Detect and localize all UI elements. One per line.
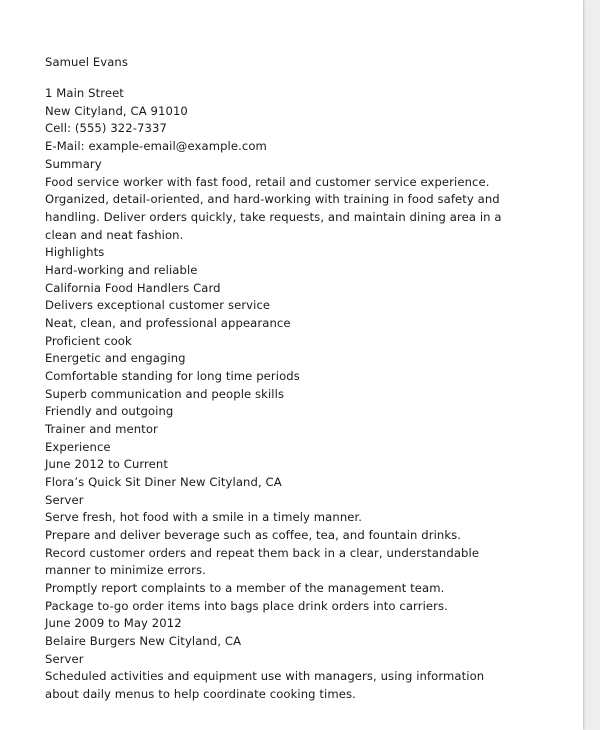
highlight-item: California Food Handlers Card [45,281,221,295]
address-line-1: 1 Main Street [45,86,124,100]
job-duty: manner to minimize errors. [45,563,206,577]
job-duty: about daily menus to help coordinate cooking times. [45,687,356,701]
job-duty: Record customer orders and repeat them back in a clear, understandable [45,546,480,560]
highlight-item: Delivers exceptional customer service [45,298,271,312]
highlight-item: Trainer and mentor [45,422,158,436]
job-employer: Belaire Burgers New Cityland, CA [45,634,242,648]
email: E-Mail: example-email@example.com [45,139,267,153]
job-employer: Flora’s Quick Sit Diner New Cityland, CA [45,475,282,489]
job-title: Server [45,493,84,507]
job-dates: June 2012 to Current [45,457,168,471]
summary-heading: Summary [45,157,102,171]
highlight-item: Comfortable standing for long time periods [45,369,300,383]
highlight-item: Proficient cook [45,334,132,348]
job-dates: June 2009 to May 2012 [45,616,182,630]
applicant-name: Samuel Evans [45,55,129,69]
experience-heading: Experience [45,440,111,454]
summary-line: Organized, detail-oriented, and hard-working with training in food safety and [45,192,500,206]
address-line-2: New Cityland, CA 91010 [45,104,188,118]
summary-line: Food service worker with fast food, retail and customer service experience. [45,175,490,189]
job-duty: Scheduled activities and equipment use with managers, using information [45,669,485,683]
highlight-item: Hard-working and reliable [45,263,198,277]
job-duty: Serve fresh, hot food with a smile in a timely manner. [45,510,363,524]
highlight-item: Energetic and engaging [45,351,186,365]
highlight-item: Superb communication and people skills [45,387,285,401]
job-duty: Promptly report complaints to a member of the management team. [45,581,445,595]
highlights-heading: Highlights [45,245,105,259]
job-title: Server [45,652,84,666]
job-duty: Package to-go order items into bags place drink orders into carriers. [45,599,448,613]
cell-phone: Cell: (555) 322-7337 [45,121,167,135]
highlight-item: Friendly and outgoing [45,404,174,418]
summary-line: clean and neat fashion. [45,228,184,242]
highlight-item: Neat, clean, and professional appearance [45,316,291,330]
summary-line: handling. Deliver orders quickly, take requests, and maintain dining area in a [45,210,502,224]
job-duty: Prepare and deliver beverage such as coffee, tea, and fountain drinks. [45,528,462,542]
